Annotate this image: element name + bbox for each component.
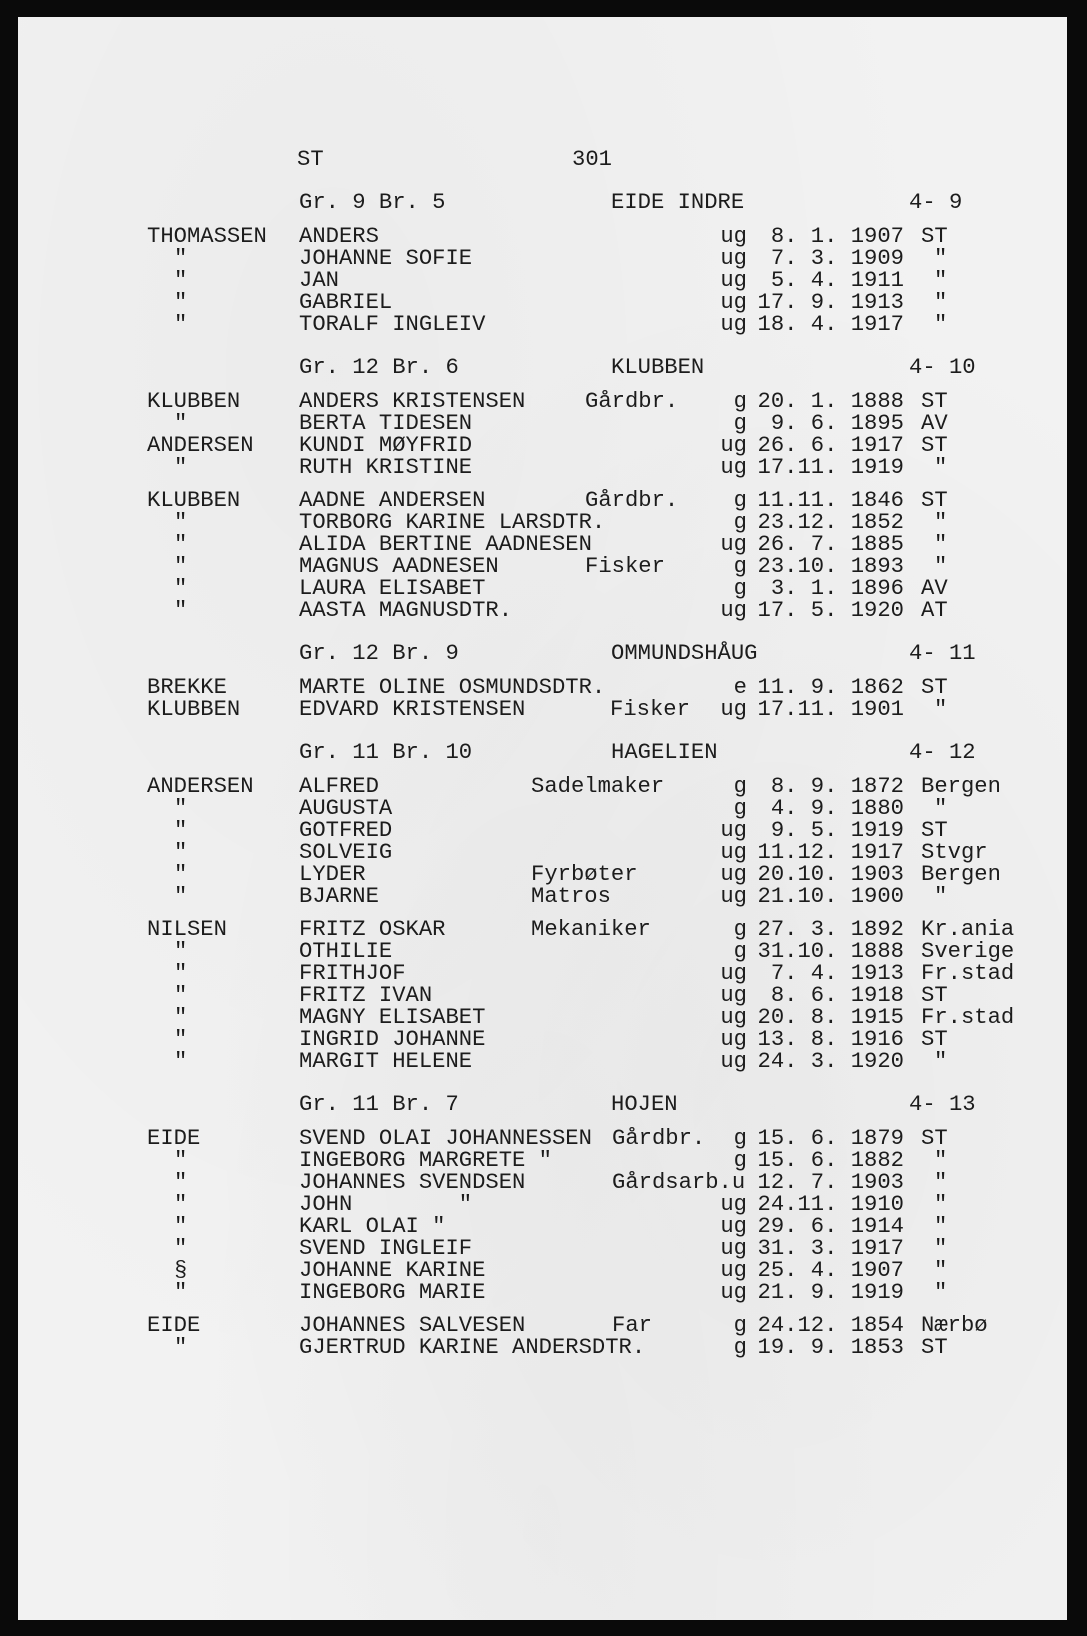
census-section — [0, 192, 1087, 336]
section-header — [0, 357, 1087, 379]
household — [0, 1128, 1087, 1304]
entry-place: AV — [921, 411, 948, 436]
entry-surname: " — [174, 554, 188, 579]
section-farm-name: OMMUNDSHÅUG — [611, 641, 758, 666]
entry-surname: ANDERSEN — [147, 433, 254, 458]
entry-status: ug — [720, 224, 747, 249]
entry-date: 15. 6. 1879 — [757, 1126, 904, 1151]
entry-place: Kr.ania — [921, 917, 1015, 942]
entry-name: EDVARD KRISTENSEN — [299, 697, 526, 722]
entry-name: RUTH KRISTINE — [299, 455, 473, 480]
entry-date: 9. 5. 1919 — [770, 818, 904, 843]
entry-name: JOHANNES SALVESEN — [299, 1313, 526, 1338]
entry-surname: KLUBBEN — [147, 488, 241, 513]
entry-surname: " — [174, 884, 188, 909]
entry-name: TORALF INGLEIV — [299, 312, 486, 337]
entry-surname: " — [174, 1170, 188, 1195]
entry-status: ug — [720, 246, 747, 271]
entry-status: g — [733, 1313, 747, 1338]
entry-status: ug — [720, 1236, 747, 1261]
entry-surname: " — [174, 1236, 188, 1261]
census-entry — [0, 842, 1087, 864]
entry-date: 25. 4. 1907 — [757, 1258, 904, 1283]
section-code: 4- 9 — [909, 190, 963, 215]
census-entry — [0, 512, 1087, 534]
entry-name: JOHANNE KARINE — [299, 1258, 486, 1283]
entry-place: " — [934, 290, 948, 315]
census-entry — [0, 292, 1087, 314]
entry-place: AT — [921, 598, 948, 623]
entry-date: 20.10. 1903 — [757, 862, 904, 887]
entry-name: SOLVEIG — [299, 840, 393, 865]
entry-place: Bergen — [921, 774, 1001, 799]
entry-occupation: Fisker — [610, 697, 690, 722]
entry-place: " — [934, 796, 948, 821]
entry-name: MAGNUS AADNESEN — [299, 554, 499, 579]
entry-place: " — [934, 246, 948, 271]
entry-status: ug — [720, 1192, 747, 1217]
parish-code: ST — [297, 147, 324, 172]
entry-surname: § — [174, 1258, 188, 1283]
entry-name: FRITZ IVAN — [299, 983, 433, 1008]
entry-status: g — [733, 939, 747, 964]
census-entry — [0, 820, 1087, 842]
entry-surname: " — [174, 268, 188, 293]
entry-place: ST — [921, 1027, 948, 1052]
entry-name: SVEND INGLEIF — [299, 1236, 473, 1261]
entry-occupation: Far — [612, 1313, 652, 1338]
entry-surname: " — [174, 290, 188, 315]
entry-status: g — [733, 554, 747, 579]
entry-occupation: Gårdsarb.u — [612, 1170, 746, 1195]
entry-place: ST — [921, 1335, 948, 1360]
entry-place: Bergen — [921, 862, 1001, 887]
entry-surname: " — [174, 983, 188, 1008]
household — [0, 1315, 1087, 1359]
census-entry — [0, 1315, 1087, 1337]
entry-surname: " — [174, 939, 188, 964]
entry-date: 21.10. 1900 — [757, 884, 904, 909]
entry-date: 24.12. 1854 — [757, 1313, 904, 1338]
entry-name: INGEBORG MARGRETE " — [299, 1148, 552, 1173]
entry-place: " — [934, 532, 948, 557]
entry-name: AUGUSTA — [299, 796, 393, 821]
entry-name: ALIDA BERTINE AADNESEN — [299, 532, 592, 557]
census-page — [0, 149, 1087, 1359]
entry-place: " — [934, 455, 948, 480]
section-group: Gr. 12 Br. 9 — [299, 641, 459, 666]
entry-place: " — [934, 1192, 948, 1217]
entry-surname: " — [174, 1192, 188, 1217]
census-entry — [0, 963, 1087, 985]
entry-date: 27. 3. 1892 — [757, 917, 904, 942]
entry-name: MARTE OLINE OSMUNDSDTR. — [299, 675, 606, 700]
entry-surname: " — [174, 312, 188, 337]
entry-date: 7. 3. 1909 — [770, 246, 904, 271]
entry-name: JOHANNES SVENDSEN — [299, 1170, 526, 1195]
entry-occupation: Gårdbr. — [612, 1126, 706, 1151]
entry-date: 13. 8. 1916 — [757, 1027, 904, 1052]
entry-name: INGRID JOHANNE — [299, 1027, 486, 1052]
entry-status: ug — [720, 983, 747, 1008]
entry-name: LYDER — [299, 862, 366, 887]
entry-name: ALFRED — [299, 774, 379, 799]
census-section — [0, 357, 1087, 622]
entry-date: 8. 9. 1872 — [770, 774, 904, 799]
census-entry — [0, 314, 1087, 336]
entry-place: " — [934, 884, 948, 909]
entry-place: ST — [921, 675, 948, 700]
entry-place: " — [934, 510, 948, 535]
section-group: Gr. 12 Br. 6 — [299, 355, 459, 380]
entry-date: 17. 5. 1920 — [757, 598, 904, 623]
entry-name: AADNE ANDERSEN — [299, 488, 486, 513]
census-section — [0, 1094, 1087, 1359]
entry-place: ST — [921, 818, 948, 843]
census-entry — [0, 490, 1087, 512]
section-group: Gr. 9 Br. 5 — [299, 190, 446, 215]
entry-status: g — [733, 1335, 747, 1360]
entry-place: " — [934, 1236, 948, 1261]
entry-status: ug — [720, 1280, 747, 1305]
entry-surname: " — [174, 532, 188, 557]
entry-status: g — [733, 796, 747, 821]
entry-place: AV — [921, 576, 948, 601]
entry-place: " — [934, 1148, 948, 1173]
entry-surname: " — [174, 862, 188, 887]
census-entry — [0, 699, 1087, 721]
entry-surname: " — [174, 1214, 188, 1239]
census-entry — [0, 391, 1087, 413]
census-entry — [0, 1337, 1087, 1359]
entry-date: 8. 6. 1918 — [770, 983, 904, 1008]
entry-name: FRITHJOF — [299, 961, 406, 986]
entry-surname: ANDERSEN — [147, 774, 254, 799]
entry-date: 26. 6. 1917 — [757, 433, 904, 458]
entry-status: g — [733, 488, 747, 513]
entry-status: ug — [720, 268, 747, 293]
entry-date: 31. 3. 1917 — [757, 1236, 904, 1261]
entry-surname: " — [174, 411, 188, 436]
household — [0, 226, 1087, 336]
entry-status: g — [733, 510, 747, 535]
census-entry — [0, 435, 1087, 457]
household — [0, 677, 1087, 721]
entry-surname: " — [174, 840, 188, 865]
entry-name: JOHANNE SOFIE — [299, 246, 473, 271]
entry-surname: KLUBBEN — [147, 389, 241, 414]
entry-status: ug — [720, 1027, 747, 1052]
census-entry — [0, 1128, 1087, 1150]
entry-surname: " — [174, 1280, 188, 1305]
entry-name: MARGIT HELENE — [299, 1049, 473, 1074]
entry-occupation: Sadelmaker — [531, 774, 665, 799]
entry-status: g — [733, 774, 747, 799]
entry-surname: " — [174, 598, 188, 623]
entry-name: ANDERS — [299, 224, 379, 249]
census-entry — [0, 985, 1087, 1007]
section-header — [0, 1094, 1087, 1116]
entry-surname: " — [174, 1335, 188, 1360]
entry-name: JOHN " — [299, 1192, 473, 1217]
entry-name: ANDERS KRISTENSEN — [299, 389, 526, 414]
entry-place: " — [934, 1049, 948, 1074]
entry-status: ug — [720, 1258, 747, 1283]
entry-surname: " — [174, 510, 188, 535]
section-group: Gr. 11 Br. 7 — [299, 1092, 459, 1117]
entry-date: 24. 3. 1920 — [757, 1049, 904, 1074]
census-entry — [0, 226, 1087, 248]
census-entry — [0, 677, 1087, 699]
entry-status: ug — [720, 818, 747, 843]
entry-date: 4. 9. 1880 — [770, 796, 904, 821]
entry-status: ug — [720, 884, 747, 909]
entry-place: Fr.stad — [921, 1005, 1015, 1030]
census-entry — [0, 776, 1087, 798]
section-header — [0, 192, 1087, 214]
census-entry — [0, 941, 1087, 963]
entry-place: Nærbø — [921, 1313, 988, 1338]
entry-name: AASTA MAGNUSDTR. — [299, 598, 513, 623]
entry-place: " — [934, 312, 948, 337]
entry-place: " — [934, 697, 948, 722]
entry-occupation: Fisker — [585, 554, 665, 579]
entry-surname: " — [174, 1005, 188, 1030]
entry-name: KARL OLAI " — [299, 1214, 446, 1239]
census-entry — [0, 578, 1087, 600]
entry-name: MAGNY ELISABET — [299, 1005, 486, 1030]
entry-status: ug — [720, 532, 747, 557]
entry-status: ug — [720, 961, 747, 986]
entry-date: 24.11. 1910 — [757, 1192, 904, 1217]
entry-status: g — [733, 1148, 747, 1173]
section-farm-name: KLUBBEN — [611, 355, 705, 380]
entry-date: 23.10. 1893 — [757, 554, 904, 579]
entry-place: " — [934, 1258, 948, 1283]
entry-surname: " — [174, 1049, 188, 1074]
entry-status: ug — [720, 1005, 747, 1030]
section-code: 4- 12 — [909, 740, 976, 765]
entry-date: 20. 8. 1915 — [757, 1005, 904, 1030]
entry-place: Stvgr — [921, 840, 988, 865]
entry-date: 5. 4. 1911 — [770, 268, 904, 293]
entry-place: ST — [921, 389, 948, 414]
section-header — [0, 643, 1087, 665]
entry-date: 20. 1. 1888 — [757, 389, 904, 414]
entry-surname: " — [174, 455, 188, 480]
section-farm-name: HAGELIEN — [611, 740, 718, 765]
census-entry — [0, 1007, 1087, 1029]
entry-date: 12. 7. 1903 — [757, 1170, 904, 1195]
household — [0, 776, 1087, 908]
entry-surname: " — [174, 1027, 188, 1052]
entry-place: ST — [921, 224, 948, 249]
entry-date: 18. 4. 1917 — [757, 312, 904, 337]
entry-surname: " — [174, 246, 188, 271]
section-farm-name: HOJEN — [611, 1092, 678, 1117]
census-entry — [0, 248, 1087, 270]
entry-status: g — [733, 411, 747, 436]
census-entry — [0, 1150, 1087, 1172]
census-entry — [0, 600, 1087, 622]
entry-status: ug — [720, 312, 747, 337]
census-entry — [0, 1260, 1087, 1282]
census-entry — [0, 457, 1087, 479]
census-entry — [0, 270, 1087, 292]
census-section — [0, 742, 1087, 1073]
entry-name: INGEBORG MARIE — [299, 1280, 486, 1305]
census-entry — [0, 1216, 1087, 1238]
entry-occupation: Gårdbr. — [585, 488, 679, 513]
census-entry — [0, 413, 1087, 435]
entry-date: 3. 1. 1896 — [770, 576, 904, 601]
entry-name: BJARNE — [299, 884, 379, 909]
entry-name: GOTFRED — [299, 818, 393, 843]
entry-date: 11.12. 1917 — [757, 840, 904, 865]
entry-surname: " — [174, 796, 188, 821]
entry-place: " — [934, 1170, 948, 1195]
entry-status: ug — [720, 290, 747, 315]
entry-name: BERTA TIDESEN — [299, 411, 473, 436]
entry-status: g — [733, 917, 747, 942]
entry-status: ug — [720, 598, 747, 623]
entry-place: ST — [921, 433, 948, 458]
entry-status: g — [733, 1126, 747, 1151]
entry-date: 11. 9. 1862 — [757, 675, 904, 700]
census-entry — [0, 534, 1087, 556]
entry-name: TORBORG KARINE LARSDTR. — [299, 510, 606, 535]
census-entry — [0, 1194, 1087, 1216]
census-entry — [0, 1282, 1087, 1304]
entry-occupation: Matros — [531, 884, 611, 909]
census-entry — [0, 1051, 1087, 1073]
entry-date: 7. 4. 1913 — [770, 961, 904, 986]
entry-occupation: Fyrbøter — [531, 862, 638, 887]
entry-occupation: Gårdbr. — [585, 389, 679, 414]
entry-status: ug — [720, 862, 747, 887]
entry-surname: " — [174, 818, 188, 843]
entry-place: " — [934, 1214, 948, 1239]
census-entry — [0, 798, 1087, 820]
entry-date: 29. 6. 1914 — [757, 1214, 904, 1239]
entry-status: ug — [720, 840, 747, 865]
entry-place: " — [934, 554, 948, 579]
entry-status: ug — [720, 1214, 747, 1239]
entry-status: ug — [720, 433, 747, 458]
entry-date: 17. 9. 1913 — [757, 290, 904, 315]
entry-name: FRITZ OSKAR — [299, 917, 446, 942]
census-entry — [0, 1029, 1087, 1051]
census-entry — [0, 1172, 1087, 1194]
entry-place: Sverige — [921, 939, 1015, 964]
entry-place: Fr.stad — [921, 961, 1015, 986]
section-farm-name: EIDE INDRE — [611, 190, 745, 215]
entry-name: KUNDI MØYFRID — [299, 433, 473, 458]
entry-date: 9. 6. 1895 — [770, 411, 904, 436]
entry-name: GABRIEL — [299, 290, 393, 315]
census-entry — [0, 556, 1087, 578]
entry-name: SVEND OLAI JOHANNESSEN — [299, 1126, 592, 1151]
entry-name: OTHILIE — [299, 939, 393, 964]
entry-surname: NILSEN — [147, 917, 227, 942]
entry-surname: " — [174, 961, 188, 986]
entry-name: LAURA ELISABET — [299, 576, 486, 601]
entry-status: ug — [720, 697, 747, 722]
entry-surname: " — [174, 1148, 188, 1173]
household — [0, 919, 1087, 1073]
census-entry — [0, 886, 1087, 908]
census-entry — [0, 919, 1087, 941]
entry-date: 8. 1. 1907 — [770, 224, 904, 249]
entry-name: JAN — [299, 268, 339, 293]
entry-place: ST — [921, 983, 948, 1008]
entry-surname: EIDE — [147, 1126, 201, 1151]
entry-surname: KLUBBEN — [147, 697, 241, 722]
section-group: Gr. 11 Br. 10 — [299, 740, 473, 765]
census-entry — [0, 1238, 1087, 1260]
entry-date: 21. 9. 1919 — [757, 1280, 904, 1305]
entry-surname: " — [174, 576, 188, 601]
entry-date: 23.12. 1852 — [757, 510, 904, 535]
entry-date: 26. 7. 1885 — [757, 532, 904, 557]
entry-status: ug — [720, 1049, 747, 1074]
census-entry — [0, 864, 1087, 886]
section-code: 4- 10 — [909, 355, 976, 380]
entry-status: ug — [720, 455, 747, 480]
entry-date: 17.11. 1901 — [757, 697, 904, 722]
page-number: 301 — [572, 147, 612, 172]
page-header — [0, 149, 1087, 171]
entry-status: e — [733, 675, 747, 700]
section-header — [0, 742, 1087, 764]
entry-surname: BREKKE — [147, 675, 227, 700]
entry-date: 31.10. 1888 — [757, 939, 904, 964]
entry-place: ST — [921, 488, 948, 513]
entry-surname: EIDE — [147, 1313, 201, 1338]
entry-occupation: Mekaniker — [531, 917, 651, 942]
entry-date: 17.11. 1919 — [757, 455, 904, 480]
household — [0, 490, 1087, 622]
entry-place: " — [934, 1280, 948, 1305]
section-code: 4- 13 — [909, 1092, 976, 1117]
entry-status: g — [733, 576, 747, 601]
entry-place: ST — [921, 1126, 948, 1151]
household — [0, 391, 1087, 479]
census-section — [0, 643, 1087, 721]
entry-date: 11.11. 1846 — [757, 488, 904, 513]
entry-surname: THOMASSEN — [147, 224, 267, 249]
entry-status: g — [733, 389, 747, 414]
entry-place: " — [934, 268, 948, 293]
entry-name: GJERTRUD KARINE ANDERSDTR. — [299, 1335, 646, 1360]
entry-date: 15. 6. 1882 — [757, 1148, 904, 1173]
section-code: 4- 11 — [909, 641, 976, 666]
entry-date: 19. 9. 1853 — [757, 1335, 904, 1360]
